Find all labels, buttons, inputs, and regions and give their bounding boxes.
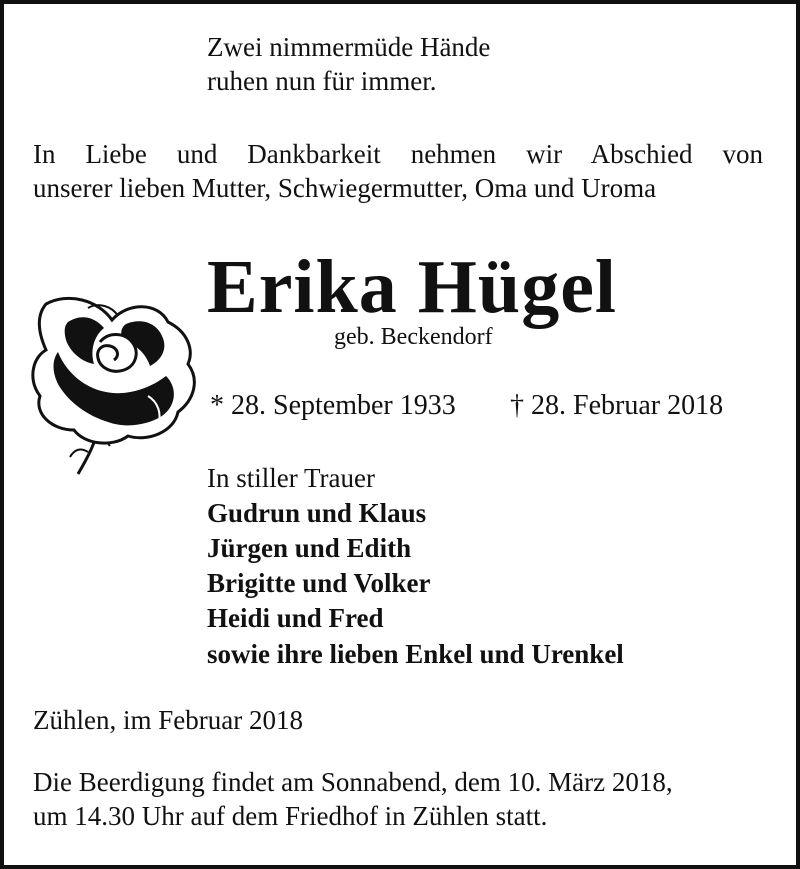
birth-date: * 28. September 1933 [210, 390, 456, 421]
mourner-5: sowie ihre lieben Enkel und Urenkel [207, 639, 624, 669]
intro-line-2: unserer lieben Mutter, Schwiegermutter, Oma und Uroma [33, 173, 657, 203]
place-date: Zühlen, im Februar 2018 [33, 705, 303, 735]
funeral-line-1: Die Beerdigung findet am Sonnabend, dem 10. März 2018, [33, 767, 673, 797]
motto-line-2: ruhen nun für immer. [207, 66, 437, 96]
motto-line-1: Zwei nimmermüde Hände [207, 32, 491, 62]
mourner-4: Heidi und Fred [207, 603, 384, 633]
death-date: † 28. Februar 2018 [510, 390, 724, 421]
intro-line-1: In Liebe und Dankbarkeit nehmen wir Abschied von [33, 139, 763, 169]
mourner-1: Gudrun und Klaus [207, 498, 427, 528]
mourner-3: Brigitte und Volker [207, 568, 431, 598]
mourner-2: Jürgen und Edith [207, 533, 412, 563]
maiden-name: geb. Beckendorf [334, 324, 493, 350]
funeral-line-2: um 14.30 Uhr auf dem Friedhof in Zühlen statt. [33, 801, 548, 831]
mourning-intro: In stiller Trauer [207, 463, 375, 493]
rose-icon [28, 292, 198, 477]
deceased-name: Erika Hügel [207, 245, 618, 329]
